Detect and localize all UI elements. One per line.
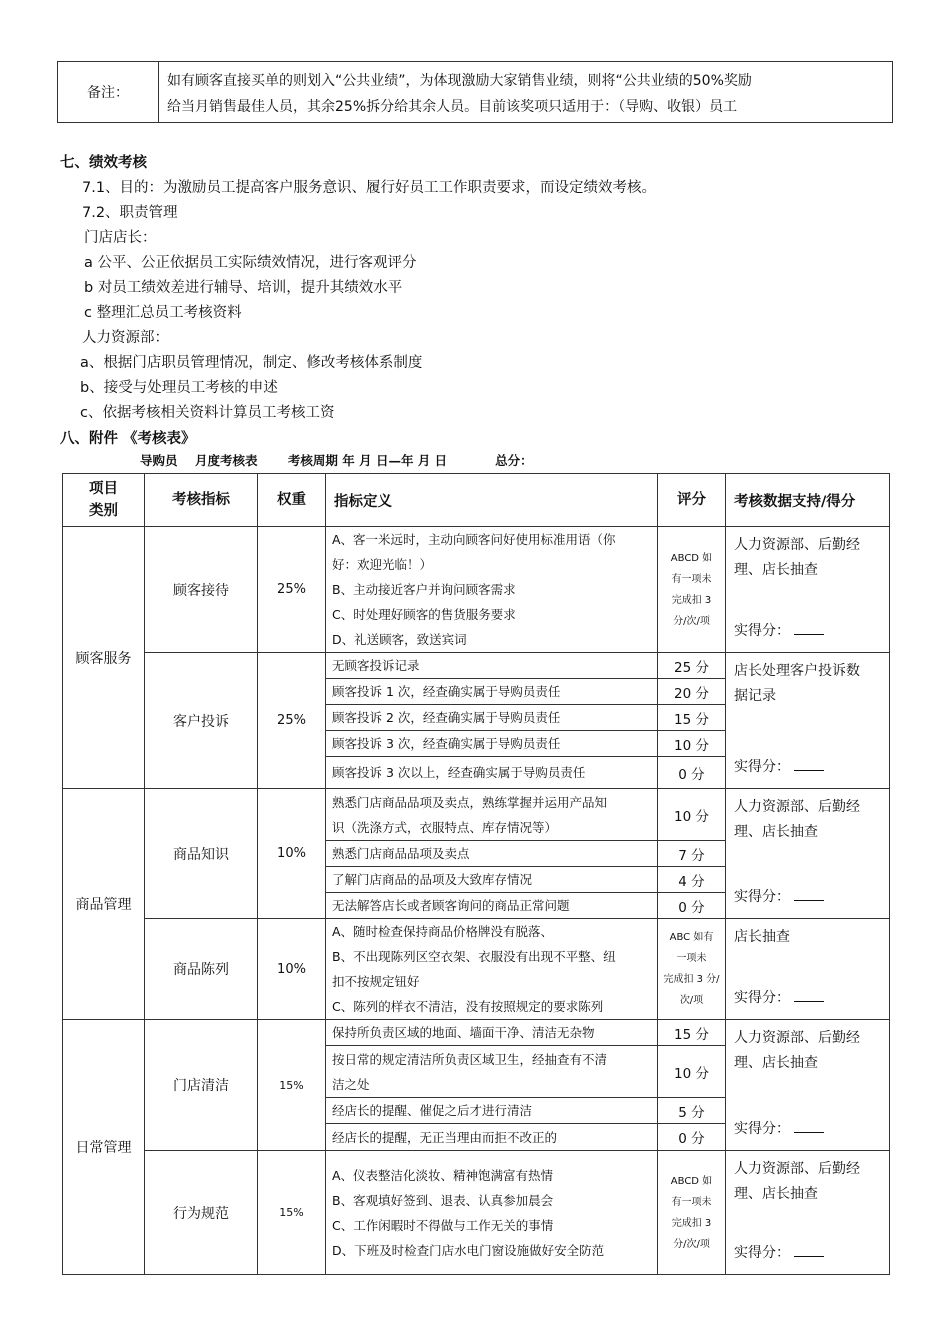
gain-label: 实得分： [734, 759, 790, 775]
support-line: 据记录 [734, 688, 776, 704]
support-conduct [726, 1151, 890, 1275]
gain-score-field [734, 885, 824, 910]
definition-line: 扣不按规定钮好 [332, 974, 420, 989]
header-score: 评分 [658, 474, 726, 527]
score-complaint-0: 25 分 [658, 653, 726, 679]
definition-complaint-4: 顾客投诉 3 次以上，经查确实属于导购员责任 [326, 757, 658, 789]
definition-line: 熟悉门店商品品项及卖点，熟练掌握并运用产品知 [332, 794, 608, 810]
definition-line: A、客一米远时，主动向顾客问好使用标准用语（你 [332, 532, 616, 547]
weight-complaint: 25% [258, 653, 326, 789]
gain-score-field [734, 619, 824, 644]
definition-line: 识（洗涤方式，衣服特点、库存情况等） [332, 819, 558, 835]
score-complaint-1: 20 分 [658, 679, 726, 705]
gain-blank [794, 1255, 824, 1257]
score-knowledge-0: 10 分 [658, 789, 726, 841]
definition-knowledge-0 [326, 789, 658, 841]
score-knowledge-2: 4 分 [658, 867, 726, 893]
rule-reception [658, 527, 726, 653]
definition-display [326, 919, 658, 1020]
score-cleaning-0: 15 分 [658, 1020, 726, 1046]
form-role: 导购员 [140, 453, 178, 468]
rule-line: ABCD 如 [670, 552, 713, 564]
remark-label: 备注： [58, 62, 159, 122]
support-line: 人力资源部、后勤经 [734, 1030, 860, 1046]
definition-line: C、陈列的样衣不清洁，没有按照规定的要求陈列 [332, 999, 604, 1014]
support-knowledge [726, 789, 890, 919]
table-row-conduct [63, 1151, 890, 1275]
definition-line: B、主动接近客户并询问顾客需求 [332, 582, 516, 597]
indicator-cleaning: 门店清洁 [145, 1020, 258, 1151]
rule-line: ABCD 如 [670, 1175, 713, 1187]
remark-text [159, 62, 892, 122]
rule-line: 完成扣 3 [671, 1217, 712, 1229]
weight-display: 10% [258, 919, 326, 1020]
definition-line: C、工作闲暇时不得做与工作无关的事情 [332, 1217, 554, 1233]
gain-blank [794, 769, 824, 771]
hr-heading: 人力资源部： [82, 330, 169, 346]
category-customer-service: 顾客服务 [63, 527, 145, 789]
gain-label: 实得分： [734, 889, 790, 905]
support-line: 理、店长抽查 [734, 562, 818, 578]
weight-knowledge: 10% [258, 789, 326, 919]
support-line: 理、店长抽查 [734, 1186, 818, 1202]
support-complaint [726, 653, 890, 789]
definition-line: D、礼送顾客，致送宾词 [332, 632, 467, 647]
definition-complaint-3: 顾客投诉 3 次，经查确实属于导购员责任 [326, 731, 658, 757]
indicator-conduct: 行为规范 [145, 1151, 258, 1275]
weight-reception: 25% [258, 527, 326, 653]
definition-line: 按日常的规定清洁所负责区域卫生，经抽查有不清 [332, 1051, 608, 1067]
support-display [726, 919, 890, 1020]
remark-line-2: 给当月销售最佳人员，其余25%拆分给其余人员。目前该奖项只适用于：（导购、收银）员工 [167, 99, 738, 115]
remark-table [57, 61, 893, 123]
support-line: 人力资源部、后勤经 [734, 799, 860, 815]
score-knowledge-1: 7 分 [658, 841, 726, 867]
score-complaint-2: 15 分 [658, 705, 726, 731]
definition-knowledge-3: 无法解答店长或者顾客询问的商品正常问题 [326, 893, 658, 919]
hr-duty-a: a、根据门店职员管理情况，制定、修改考核体系制度 [80, 355, 423, 371]
definition-conduct [326, 1151, 658, 1275]
form-header [140, 451, 533, 469]
gain-blank [794, 1000, 824, 1002]
gain-label: 实得分： [734, 990, 790, 1006]
definition-line: A、仪表整洁化淡妆、精神饱满富有热情 [332, 1167, 554, 1183]
definition-line: C、时处理好顾客的售货服务要求 [332, 607, 516, 622]
score-knowledge-3: 0 分 [658, 893, 726, 919]
category-goods-management: 商品管理 [63, 789, 145, 1020]
weight-conduct: 15% [258, 1151, 326, 1275]
header-category-line-1: 项目 [89, 481, 118, 497]
rule-line: 完成扣 3 分/ [663, 974, 720, 985]
gain-score-field [734, 1117, 824, 1142]
definition-complaint-2: 顾客投诉 2 次，经查确实属于导购员责任 [326, 705, 658, 731]
rule-line: ABC 如有 [669, 932, 714, 943]
support-line: 店长处理客户投诉数 [734, 663, 860, 679]
definition-cleaning-0: 保持所负责区域的地面、墙面干净、清洁无杂物 [326, 1020, 658, 1046]
form-total: 总分： [495, 453, 533, 468]
weight-cleaning: 15% [258, 1020, 326, 1151]
gain-score-field [734, 986, 824, 1011]
gain-blank [794, 633, 824, 635]
store-manager-heading: 门店店长： [84, 230, 157, 246]
support-cleaning [726, 1020, 890, 1151]
definition-line: B、不出现陈列区空衣架、衣服没有出现不平整、纽 [332, 949, 616, 964]
score-cleaning-2: 5 分 [658, 1098, 726, 1124]
rule-line: 有一项未 [671, 1196, 712, 1208]
definition-line: A、随时检查保持商品价格牌没有脱落、 [332, 924, 554, 939]
gain-blank [794, 899, 824, 901]
gain-label: 实得分： [734, 1121, 790, 1137]
support-line: 店长抽查 [734, 929, 790, 945]
rule-line: 次/项 [679, 995, 704, 1006]
hr-duty-c: c、依据考核相关资料计算员工考核工资 [80, 405, 335, 421]
support-line: 理、店长抽查 [734, 1055, 818, 1071]
definition-line: B、客观填好签到、退表、认真参加晨会 [332, 1192, 554, 1208]
table-row-reception [63, 527, 890, 653]
support-line: 人力资源部、后勤经 [734, 537, 860, 553]
header-indicator: 考核指标 [145, 474, 258, 527]
score-cleaning-1: 10 分 [658, 1046, 726, 1098]
rule-line: 分/次/项 [673, 615, 710, 627]
definition-line: 好：欢迎光临！） [332, 557, 433, 572]
rule-line: 分/次/项 [673, 1238, 710, 1250]
header-support: 考核数据支持/得分 [726, 474, 890, 527]
definition-complaint-0: 无顾客投诉记录 [326, 653, 658, 679]
gain-score-field [734, 1241, 824, 1266]
indicator-display: 商品陈列 [145, 919, 258, 1020]
form-name: 月度考核表 [194, 453, 258, 468]
indicator-complaint: 客户投诉 [145, 653, 258, 789]
table-row-cleaning [63, 1020, 890, 1046]
form-period: 考核周期 年 月 日—年 月 日 [287, 453, 448, 468]
support-reception [726, 527, 890, 653]
section-7-purpose: 7.1、目的：为激励员工提高客户服务意识、履行好员工工作职责要求，而设定绩效考核。 [82, 180, 657, 196]
definition-knowledge-2: 了解门店商品的品项及大致库存情况 [326, 867, 658, 893]
hr-duty-b: b、接受与处理员工考核的申述 [80, 380, 278, 396]
header-weight: 权重 [258, 474, 326, 527]
rule-conduct [658, 1151, 726, 1275]
gain-blank [794, 1131, 824, 1133]
definition-line: 洁之处 [332, 1076, 370, 1092]
store-manager-duty-b: b 对员工绩效差进行辅导、培训，提升其绩效水平 [84, 280, 403, 296]
store-manager-duty-a: a 公平、公正依据员工实际绩效情况，进行客观评分 [84, 255, 417, 271]
table-row-display [63, 919, 890, 1020]
score-cleaning-3: 0 分 [658, 1124, 726, 1151]
definition-line: D、下班及时检查门店水电门窗设施做好安全防范 [332, 1242, 605, 1258]
header-definition: 指标定义 [326, 474, 658, 527]
gain-score-field [734, 755, 824, 780]
table-row-knowledge [63, 789, 890, 841]
section-8-title: 八、附件 《考核表》 [60, 431, 196, 447]
table-row-complaint [63, 653, 890, 679]
definition-reception [326, 527, 658, 653]
score-complaint-4: 0 分 [658, 757, 726, 789]
assessment-table [62, 473, 890, 1275]
category-daily-management: 日常管理 [63, 1020, 145, 1275]
score-complaint-3: 10 分 [658, 731, 726, 757]
store-manager-duty-c: c 整理汇总员工考核资料 [84, 305, 242, 321]
header-category-line-2: 类别 [89, 503, 118, 519]
definition-cleaning-1 [326, 1046, 658, 1098]
table-header-row [63, 474, 890, 527]
rule-line: 完成扣 3 [671, 594, 712, 606]
definition-knowledge-1: 熟悉门店商品品项及卖点 [326, 841, 658, 867]
rule-line: 一项未 [676, 953, 707, 964]
support-line: 人力资源部、后勤经 [734, 1161, 860, 1177]
definition-cleaning-2: 经店长的提醒、催促之后才进行清洁 [326, 1098, 658, 1124]
indicator-reception: 顾客接待 [145, 527, 258, 653]
gain-label: 实得分： [734, 1245, 790, 1261]
section-7-duty-title: 7.2、职责管理 [82, 205, 178, 221]
rule-display [658, 919, 726, 1020]
rule-line: 有一项未 [671, 573, 712, 585]
definition-complaint-1: 顾客投诉 1 次，经查确实属于导购员责任 [326, 679, 658, 705]
remark-line-1: 如有顾客直接买单的则划入“公共业绩”，为体现激励大家销售业绩，则将“公共业绩的50%奖励 [167, 73, 752, 89]
header-category [63, 474, 145, 527]
section-7-title: 七、绩效考核 [60, 155, 147, 171]
definition-cleaning-3: 经店长的提醒，无正当理由而拒不改正的 [326, 1124, 658, 1151]
indicator-knowledge: 商品知识 [145, 789, 258, 919]
support-line: 理、店长抽查 [734, 824, 818, 840]
gain-label: 实得分： [734, 623, 790, 639]
